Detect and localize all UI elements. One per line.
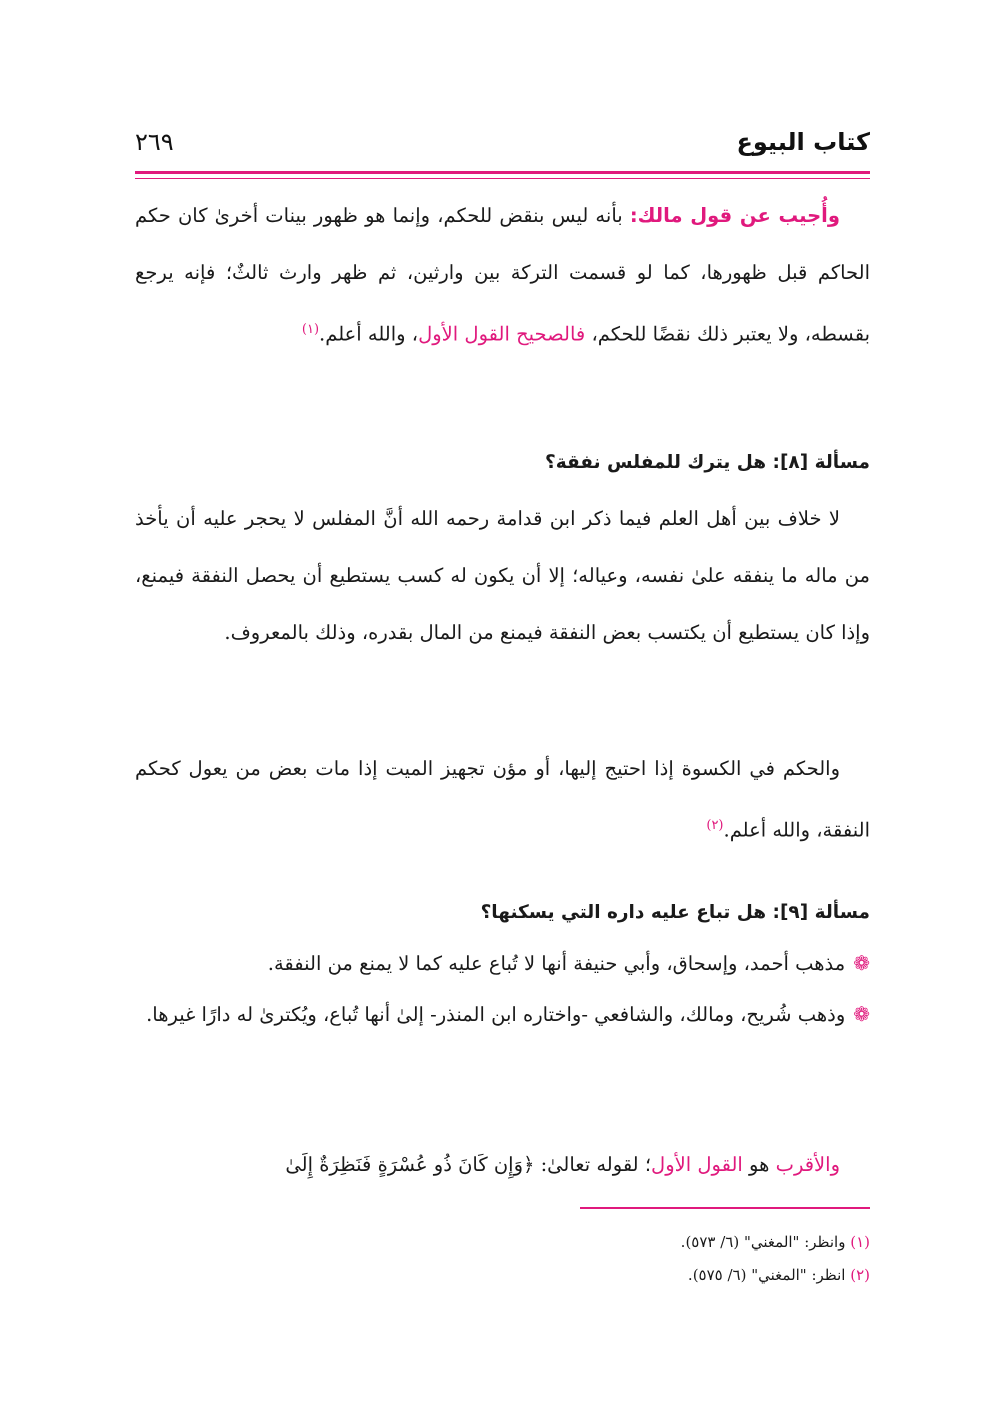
bullet-list xyxy=(135,939,870,1041)
quran-verse: ﴿وَإِن كَانَ ذُو عُسْرَةٍ فَنَظِرَةٌ إِلَىٰ xyxy=(285,1153,535,1176)
book-title: كتاب البيوع xyxy=(736,128,870,156)
page-number: ٢٦٩ xyxy=(135,128,174,156)
footnote-ref-1[interactable]: (١) xyxy=(301,322,320,337)
list-item-text: مذهب أحمد، وإسحاق، وأبي حنيفة أنها لا تُباع عليه كما لا يمنع من النفقة. xyxy=(267,952,846,975)
header-rule-thick xyxy=(135,171,870,174)
footnote-number: (١) xyxy=(850,1233,870,1251)
footnote-text: وانظر: "المغني" (٦/ ٥٧٣). xyxy=(680,1233,851,1251)
paragraph-text: والحكم في الكسوة إذا احتيج إليها، أو مؤن تجهيز الميت إذا مات بعض من يعول كحكم النفقة، والله أعلم. xyxy=(135,757,870,842)
footnote-number: (٢) xyxy=(850,1266,870,1284)
paragraph-expenses xyxy=(135,490,870,661)
paragraph-lead: والأقرب xyxy=(775,1153,840,1176)
paragraph-answer-malik xyxy=(135,187,870,363)
issue-label: مسألة [٩]: xyxy=(772,902,870,923)
highlighted-ruling: القول الأول xyxy=(651,1153,743,1176)
issue-9-heading xyxy=(135,893,870,933)
footnote-ref-2[interactable]: (٢) xyxy=(706,818,724,833)
page-header xyxy=(135,128,870,168)
footnote-text: انظر: "المغني" (٦/ ٥٧٥). xyxy=(687,1266,851,1284)
paragraph-text-mid: ؛ لقوله تعالىٰ: xyxy=(534,1153,652,1176)
issue-question: هل يترك للمفلس نفقة؟ xyxy=(545,452,773,473)
issue-8-heading xyxy=(135,443,870,483)
paragraph-text: لا خلاف بين أهل العلم فيما ذكر ابن قدامة رحمه الله أنَّ المفلس لا يحجر عليه أن يأخذ من ماله ما ينفقه علىٰ نفسه، وعياله؛ إلا أن يكون له كسب يستطيع أن يحصل النفقة فيمنع، وإذا كان يستطيع أن يكتسب بعض النفقة فيمنع من المال بقدره، وذلك بالمعروف. xyxy=(135,507,870,644)
footnote-divider xyxy=(580,1207,870,1209)
book-page xyxy=(135,0,870,1418)
list-item xyxy=(135,988,870,1041)
footnotes xyxy=(135,1226,870,1292)
issue-label: مسألة [٨]: xyxy=(772,452,870,473)
paragraph-text: بأنه ليس بنقض للحكم، وإنما هو ظهور بينات أخرىٰ كان حكم الحاكم قبل ظهورها، كما لو قسمت التركة بين وارثين، ثم ظهر وارث ثالثٌ؛ فإنه يرجع بقسطه، ولا يعتبر ذلك نقضًا للحكم، xyxy=(135,204,870,346)
highlighted-ruling: فالصحيح القول الأول xyxy=(418,322,586,346)
paragraph-lead: وأُجيب عن قول مالك: xyxy=(629,204,840,227)
paragraph-closest-view xyxy=(135,1136,870,1193)
list-item xyxy=(135,939,870,988)
paragraph-text-end: ، والله أعلم. xyxy=(319,322,419,346)
header-rule-thin xyxy=(135,178,870,179)
footnote-1 xyxy=(135,1226,870,1259)
list-item-text: وذهب شُريح، ومالك، والشافعي -واختاره ابن المنذر- إلىٰ أنها تُباع، ويُكترىٰ له دارًا غيرها. xyxy=(146,1003,846,1026)
flower-bullet-icon: ❁ xyxy=(853,1002,870,1026)
issue-question: هل تباع عليه داره التي يسكنها؟ xyxy=(480,902,773,923)
paragraph-clothing xyxy=(135,740,870,859)
footnote-2 xyxy=(135,1259,870,1292)
flower-bullet-icon: ❁ xyxy=(853,951,870,975)
paragraph-text: هو xyxy=(742,1153,776,1176)
